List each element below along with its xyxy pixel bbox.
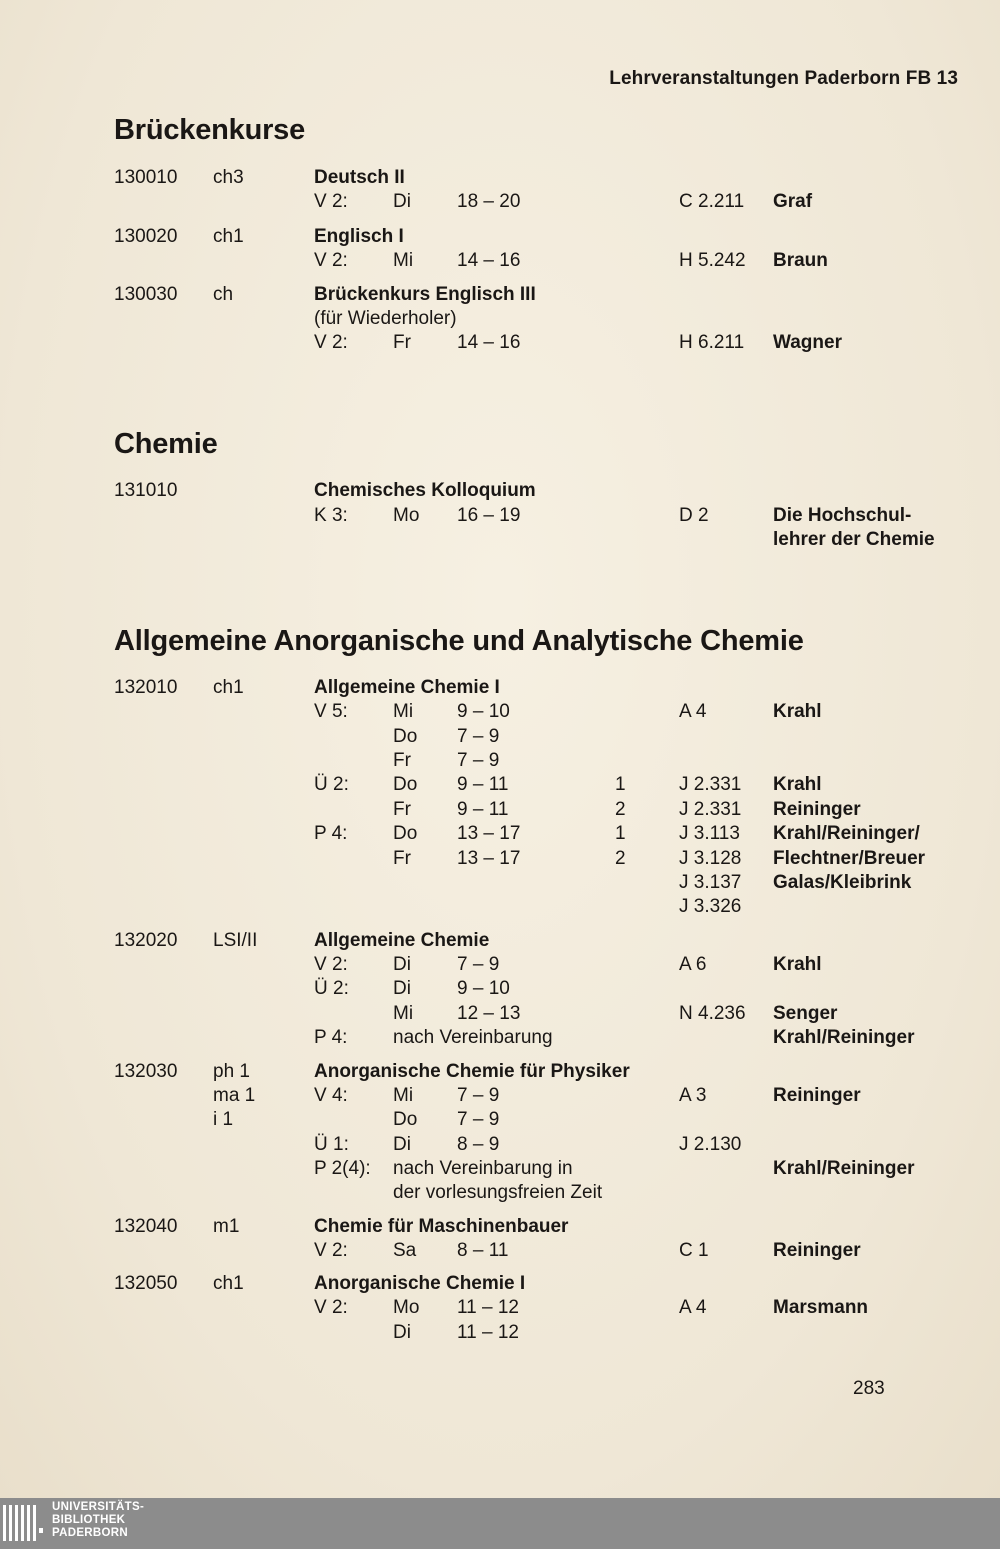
course-day: Mi <box>393 250 414 271</box>
course-title: Allgemeine Chemie I <box>314 677 500 698</box>
course-time: 13 – 17 <box>457 848 521 869</box>
course-type: V 2: <box>314 250 348 271</box>
course-lecturer: Braun <box>773 250 828 271</box>
course-room: J 3.326 <box>679 896 742 917</box>
course-audience: ma 1 <box>213 1085 256 1106</box>
course-lecturer: Reininger <box>773 1240 861 1261</box>
course-lecturer: Wagner <box>773 332 842 353</box>
course-room: J 3.113 <box>679 823 740 844</box>
course-day: der vorlesungsfreien Zeit <box>393 1182 603 1203</box>
course-type: Ü 2: <box>314 774 349 795</box>
course-number: 132020 <box>114 930 178 951</box>
course-lecturer: Krahl/Reininger/ <box>773 823 920 844</box>
course-title: Allgemeine Chemie <box>314 930 490 951</box>
section-title-chemie: Chemie <box>114 428 218 460</box>
course-number: 132030 <box>114 1061 178 1082</box>
course-group: 2 <box>615 799 626 820</box>
course-number: 131010 <box>114 480 178 501</box>
course-number: 130030 <box>114 284 178 305</box>
course-day: Sa <box>393 1240 417 1261</box>
course-time: 18 – 20 <box>457 191 521 212</box>
course-day: Di <box>393 978 411 999</box>
course-audience: ch <box>213 284 234 305</box>
course-room: A 3 <box>679 1085 707 1106</box>
library-name-line: UNIVERSITÄTS- <box>52 1501 145 1513</box>
course-day: Di <box>393 1134 411 1155</box>
course-room: J 3.128 <box>679 848 742 869</box>
course-room: C 2.211 <box>679 191 745 212</box>
library-footer-bar <box>0 1498 1000 1549</box>
course-day: Fr <box>393 848 411 869</box>
course-time: 7 – 9 <box>457 726 500 747</box>
course-type: V 2: <box>314 1297 348 1318</box>
library-name-line: BIBLIOTHEK <box>52 1514 126 1526</box>
course-audience: LSI/II <box>213 930 258 951</box>
running-header: Lehrveranstaltungen Paderborn FB 13 <box>609 68 958 89</box>
course-lecturer: Galas/Kleibrink <box>773 872 912 893</box>
course-day: nach Vereinbarung <box>393 1027 553 1048</box>
course-day: nach Vereinbarung in <box>393 1158 573 1179</box>
course-audience: i 1 <box>213 1109 234 1130</box>
course-title: Englisch I <box>314 226 404 247</box>
course-time: 11 – 12 <box>457 1322 519 1343</box>
course-time: 8 – 9 <box>457 1134 500 1155</box>
section-title-brueckenkurse: Brückenkurse <box>114 114 306 146</box>
course-time: 14 – 16 <box>457 250 521 271</box>
course-audience: ch1 <box>213 1273 244 1294</box>
course-lecturer: Krahl/Reininger <box>773 1027 915 1048</box>
course-lecturer: Marsmann <box>773 1297 869 1318</box>
course-time: 16 – 19 <box>457 505 521 526</box>
course-day: Di <box>393 954 411 975</box>
course-room: N 4.236 <box>679 1003 746 1024</box>
course-room: J 3.137 <box>679 872 742 893</box>
course-audience: ch1 <box>213 677 244 698</box>
course-day: Di <box>393 1322 411 1343</box>
course-lecturer: Reininger <box>773 799 861 820</box>
course-note: (für Wiederholer) <box>314 308 457 329</box>
course-type: Ü 1: <box>314 1134 349 1155</box>
course-number: 132010 <box>114 677 178 698</box>
course-day: Mi <box>393 1003 414 1024</box>
course-time: 7 – 9 <box>457 1085 500 1106</box>
course-time: 14 – 16 <box>457 332 521 353</box>
page-number: 283 <box>853 1378 885 1399</box>
course-type: V 2: <box>314 954 348 975</box>
course-lecturer: Senger <box>773 1003 838 1024</box>
course-type: V 2: <box>314 332 348 353</box>
library-name-line: PADERBORN <box>52 1527 128 1539</box>
course-day: Fr <box>393 750 411 771</box>
course-room: H 6.211 <box>679 332 745 353</box>
course-room: A 6 <box>679 954 707 975</box>
course-audience: ph 1 <box>213 1061 250 1082</box>
course-time: 9 – 10 <box>457 978 510 999</box>
course-lecturer: Flechtner/Breuer <box>773 848 926 869</box>
course-lecturer: Krahl <box>773 701 822 722</box>
course-type: V 2: <box>314 191 348 212</box>
course-day: Do <box>393 774 418 795</box>
course-title: Anorganische Chemie für Physiker <box>314 1061 630 1082</box>
course-room: H 5.242 <box>679 250 746 271</box>
course-group: 1 <box>615 774 626 795</box>
course-title: Chemisches Kolloquium <box>314 480 536 501</box>
course-lecturer: lehrer der Chemie <box>773 529 935 550</box>
course-time: 7 – 9 <box>457 1109 500 1130</box>
course-time: 11 – 12 <box>457 1297 519 1318</box>
course-lecturer: Krahl <box>773 774 822 795</box>
course-day: Di <box>393 191 411 212</box>
course-title: Anorganische Chemie I <box>314 1273 526 1294</box>
course-title: Brückenkurs Englisch III <box>314 284 536 305</box>
course-group: 2 <box>615 848 626 869</box>
course-day: Do <box>393 823 418 844</box>
course-room: D 2 <box>679 505 709 526</box>
course-audience: ch1 <box>213 226 244 247</box>
course-type: V 2: <box>314 1240 348 1261</box>
course-time: 7 – 9 <box>457 954 500 975</box>
course-audience: m1 <box>213 1216 240 1237</box>
course-lecturer: Die Hochschul- <box>773 505 912 526</box>
course-number: 132050 <box>114 1273 178 1294</box>
library-name <box>52 1501 144 1540</box>
course-lecturer: Krahl <box>773 954 822 975</box>
course-time: 13 – 17 <box>457 823 521 844</box>
course-number: 130010 <box>114 167 178 188</box>
course-audience: ch3 <box>213 167 244 188</box>
course-lecturer: Reininger <box>773 1085 861 1106</box>
course-day: Mo <box>393 1297 420 1318</box>
course-title: Deutsch II <box>314 167 405 188</box>
course-time: 8 – 11 <box>457 1240 509 1261</box>
course-type: P 4: <box>314 1027 348 1048</box>
course-time: 7 – 9 <box>457 750 500 771</box>
course-type: Ü 2: <box>314 978 349 999</box>
course-type: K 3: <box>314 505 348 526</box>
library-logo-icon <box>0 1502 46 1546</box>
course-room: J 2.331 <box>679 799 742 820</box>
course-day: Fr <box>393 799 411 820</box>
course-day: Do <box>393 726 418 747</box>
course-day: Mo <box>393 505 420 526</box>
course-number: 132040 <box>114 1216 178 1237</box>
course-title: Chemie für Maschinenbauer <box>314 1216 569 1237</box>
course-room: A 4 <box>679 1297 707 1318</box>
course-day: Do <box>393 1109 418 1130</box>
course-day: Fr <box>393 332 411 353</box>
course-time: 12 – 13 <box>457 1003 521 1024</box>
course-day: Mi <box>393 701 414 722</box>
course-lecturer: Krahl/Reininger <box>773 1158 915 1179</box>
section-title-allgemeine-chemie: Allgemeine Anorganische und Analytische Chemie <box>114 625 804 657</box>
course-lecturer: Graf <box>773 191 813 212</box>
course-type: V 5: <box>314 701 348 722</box>
course-type: P 2(4): <box>314 1158 371 1179</box>
course-room: J 2.331 <box>679 774 742 795</box>
course-type: P 4: <box>314 823 348 844</box>
course-room: J 2.130 <box>679 1134 742 1155</box>
course-group: 1 <box>615 823 626 844</box>
course-time: 9 – 10 <box>457 701 510 722</box>
course-room: C 1 <box>679 1240 709 1261</box>
course-time: 9 – 11 <box>457 799 509 820</box>
course-day: Mi <box>393 1085 414 1106</box>
course-room: A 4 <box>679 701 707 722</box>
course-type: V 4: <box>314 1085 348 1106</box>
course-number: 130020 <box>114 226 178 247</box>
course-time: 9 – 11 <box>457 774 509 795</box>
